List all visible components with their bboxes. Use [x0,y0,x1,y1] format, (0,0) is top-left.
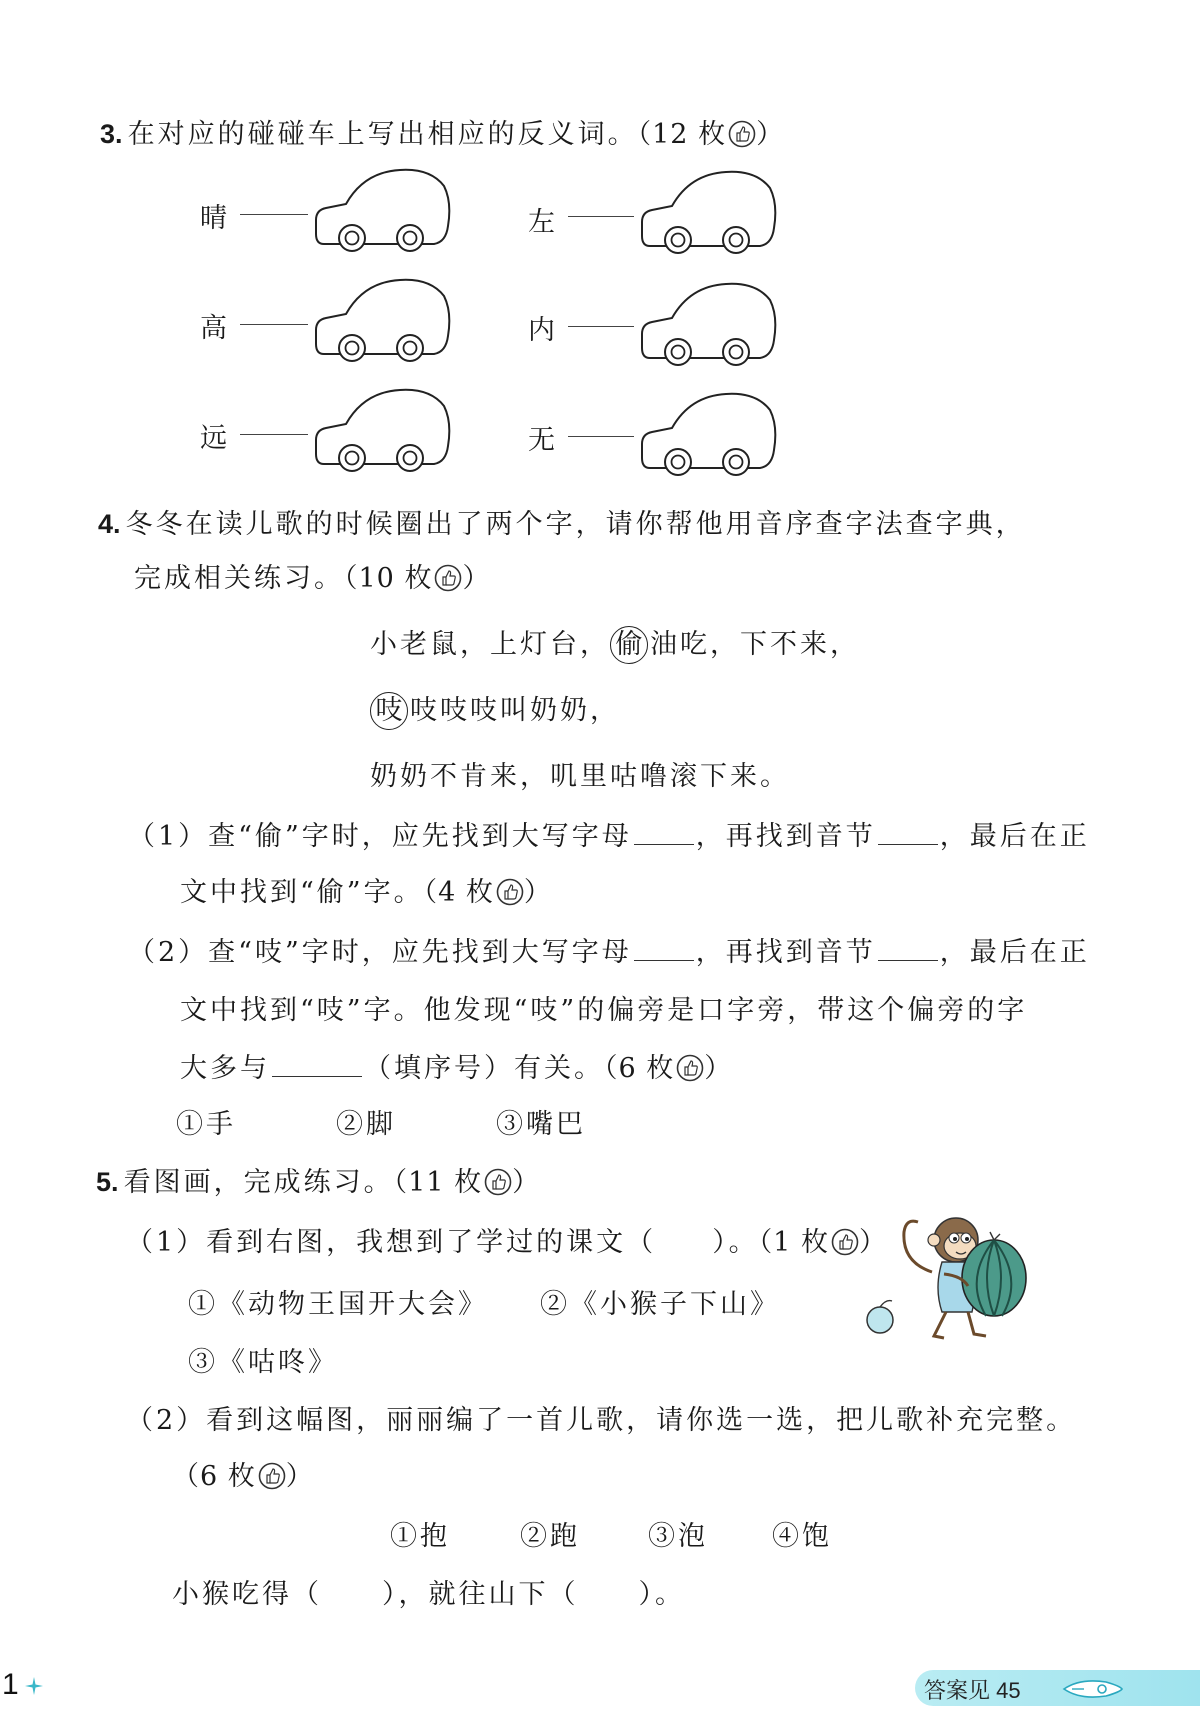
q5-sub1-line1: （1）看到右图，我想到了学过的课文（ ）。（1 枚 ） [126,1227,887,1258]
antonym-word-5: 远 [200,423,227,454]
antonym-word-4: 内 [528,315,555,346]
q4-sub2-line3: 大多与 （填序号）有关。（6 枚 ） [180,1053,733,1084]
sparkle-icon [24,1676,44,1696]
bumper-car-icon[interactable] [638,280,778,368]
answer-blank[interactable] [634,960,694,961]
connector-line [240,434,308,435]
poem-line-2: 吱 吱吱吱叫奶奶， [370,688,620,730]
q4-option-2: ②脚 [336,1109,396,1140]
question-text: 在对应的碰碰车上写出相应的反义词。 [127,119,638,150]
poem-line-1: 小老鼠，上灯台， 偷 油吃，下不来， [370,622,860,664]
q5-choice-4: ④饱 [772,1521,832,1552]
rocket-icon [1060,1674,1124,1704]
answer-blank[interactable] [878,844,938,845]
connector-line [568,326,634,327]
question-text: 看图画，完成练习。 [123,1167,394,1198]
question-3-header [100,112,784,151]
bumper-car-icon[interactable] [312,386,452,474]
q5-choice-2: ②跑 [520,1521,580,1552]
answer-blank[interactable] [272,1076,362,1077]
score-label: （4 枚 ） [423,877,552,908]
q5-choice-3: ③泡 [648,1521,708,1552]
connector-line [240,214,308,215]
q4-sub1-line1: （1）查“偷”字时，应先找到大写字母 ，再找到音节 ，最后在正 [128,821,1090,852]
page-number: 1 [2,1668,19,1701]
score-label: （10 枚 ） [344,563,491,594]
antonym-word-1: 晴 [200,203,227,234]
answer-blank[interactable] [634,844,694,845]
thumbs-up-icon [728,120,756,148]
thumbs-up-icon [434,564,462,592]
monkey-watermelon-illustration [860,1212,1060,1352]
q4-option-3: ③嘴巴 [496,1109,586,1140]
q4-sub1-line2: 文中找到“偷”字。（4 枚 ） [180,877,552,908]
q5-option-2: ②《小猴子下山》 [540,1289,780,1320]
bumper-car-icon[interactable] [638,390,778,478]
antonym-word-2: 左 [528,207,555,238]
q5-sentence: 小猴吃得（ ），就往山下（ ）。 [172,1579,685,1610]
antonym-word-3: 高 [200,313,227,344]
question-number: 5. [96,1167,119,1197]
connector-line [240,324,308,325]
q4-sub2-line1: （2）查“吱”字时，应先找到大写字母 ，再找到音节 ，最后在正 [128,937,1090,968]
score-label: （6 枚 ） [604,1053,733,1084]
connector-line [568,436,634,437]
bumper-car-icon[interactable] [312,276,452,364]
answer-blank[interactable] [878,960,938,961]
thumbs-up-icon [258,1462,286,1490]
antonym-word-6: 无 [528,425,555,456]
answer-reference: 答案见 45 [924,1678,1021,1703]
thumbs-up-icon [831,1228,859,1256]
question-number: 4. [98,509,121,539]
thumbs-up-icon [676,1054,704,1082]
q4-sub2-line2: 文中找到“吱”字。他发现“吱”的偏旁是口字旁，带这个偏旁的字 [180,995,1028,1026]
bumper-car-icon[interactable] [312,166,452,254]
score-label: （1 枚 ） [758,1227,887,1258]
question-number: 3. [100,119,123,149]
q5-option-1: ①《动物王国开大会》 [188,1289,488,1320]
thumbs-up-icon [496,878,524,906]
question-4-header-cont: 完成相关练习。（10 枚 ） [134,563,491,594]
q5-choice-1: ①抱 [390,1521,450,1552]
connector-line [568,216,634,217]
question-5-header [96,1160,540,1199]
poem-line-3: 奶奶不肯来，叽里咕噜滚下来。 [370,761,790,792]
score-label: （12 枚 ） [637,119,785,150]
bumper-car-icon[interactable] [638,168,778,256]
question-text: 冬冬在读儿歌的时候圈出了两个字，请你帮他用音序查字法查字典， [125,509,1026,540]
circled-character: 偷 [610,626,648,664]
q5-option-3: ③《咕咚》 [188,1347,338,1378]
question-4-header [98,502,1026,541]
q4-option-1: ①手 [176,1109,236,1140]
circled-character: 吱 [370,692,408,730]
score-label: （11 枚 ） [393,1167,541,1198]
thumbs-up-icon [484,1168,512,1196]
score-label: （6 枚 ） [172,1461,314,1492]
peach-icon [867,1301,893,1333]
q5-sub2-line1: （2）看到这幅图，丽丽编了一首儿歌，请你选一选，把儿歌补充完整。 [126,1405,1077,1436]
